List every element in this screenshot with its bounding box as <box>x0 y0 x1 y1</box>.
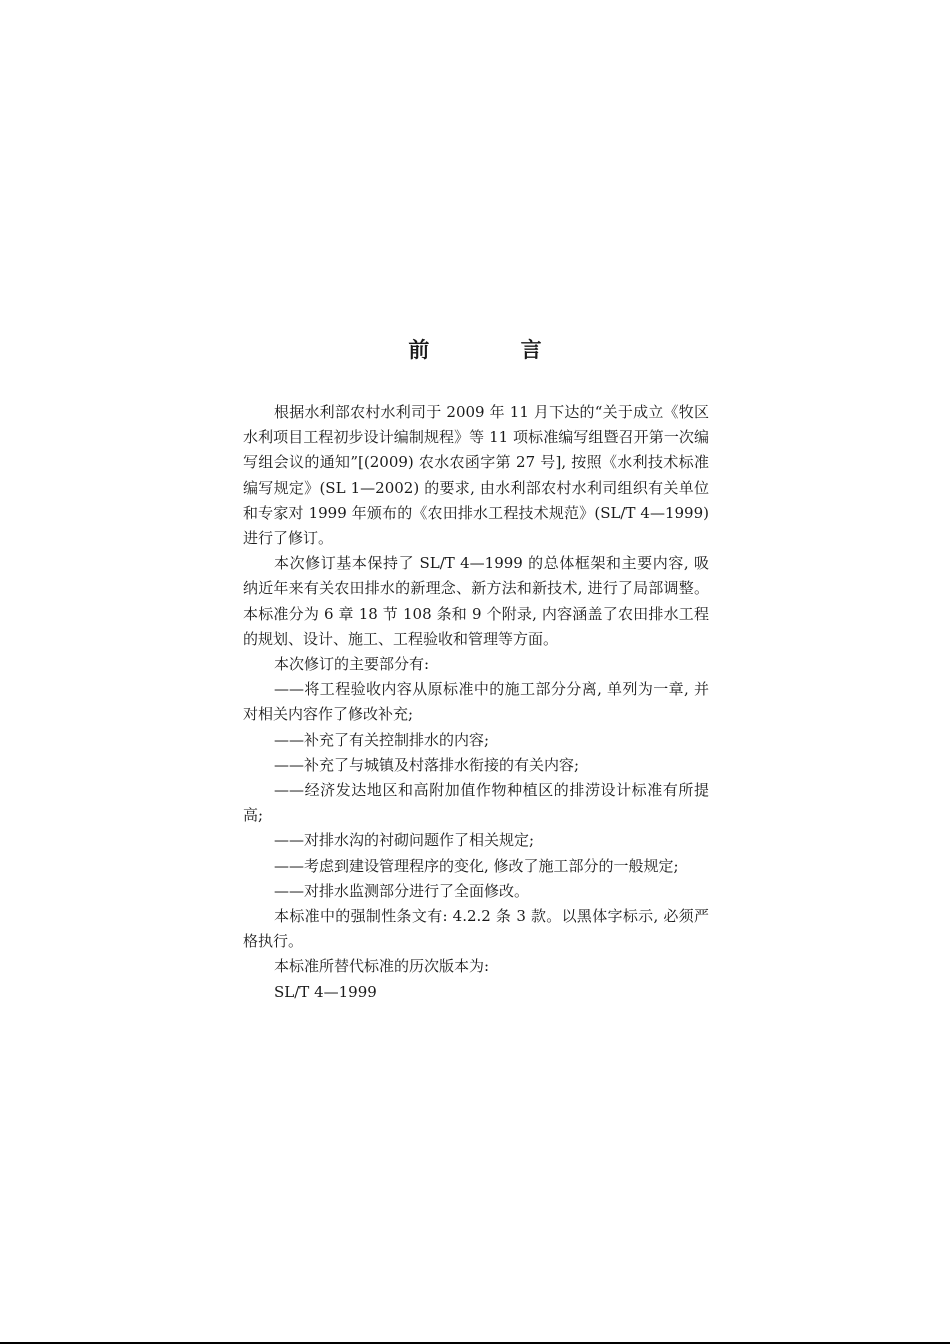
change-item: ——经济发达地区和高附加值作物种植区的排涝设计标准有所提高; <box>243 781 709 825</box>
paragraph-replaced-version: SL/T 4—1999 <box>274 982 377 1001</box>
change-item: ——考虑到建设管理程序的变化, 修改了施工部分的一般规定; <box>274 856 679 875</box>
paragraph-mandatory-provisions: 本标准中的强制性条文有: 4.2.2 条 3 款。以黑体字标示, 必须严格执行。 <box>243 907 709 951</box>
change-item: ——对排水沟的衬砌问题作了相关规定; <box>274 831 535 850</box>
change-item: ——补充了有关控制排水的内容; <box>274 730 490 749</box>
change-item: ——对排水监测部分进行了全面修改。 <box>274 881 530 900</box>
change-item: ——将工程验收内容从原标准中的施工部分分离, 单列为一章, 并对相关内容作了修改补充; <box>243 680 709 724</box>
change-item: ——补充了与城镇及村落排水衔接的有关内容; <box>274 755 580 774</box>
paragraph-replaced-versions-intro: 本标准所替代标准的历次版本为: <box>274 957 490 976</box>
preface-body <box>243 400 709 1005</box>
paragraph-main-changes-intro: 本次修订的主要部分有: <box>274 655 430 674</box>
paragraph-revision-summary: 本次修订基本保持了 SL/T 4—1999 的总体框架和主要内容, 吸纳近年来有关农田排水的新理念、新方法和新技术, 进行了局部调整。本标准分为 6 章 18 节 108 条和 9 个附录, 内容涵盖了农田排水工程的规划、设计、施工、工程验收和管理等方面。 <box>243 554 709 648</box>
paragraph-background: 根据水利部农村水利司于 2009 年 11 月下达的“关于成立《牧区水利项目工程初步设计编制规程》等 11 项标准编写组暨召开第一次编写组会议的通知”[(2009) 农水农函字第 27 号], 按照《水利技术标准编写规定》(SL 1—2002) 的要求, 由水利部农村水利司组织有关单位和专家对 1999 年颁布的《农田排水工程技术规范》(SL/T 4—1999) 进行了修订。 <box>243 403 709 548</box>
page-title: 前 言 <box>408 338 584 362</box>
